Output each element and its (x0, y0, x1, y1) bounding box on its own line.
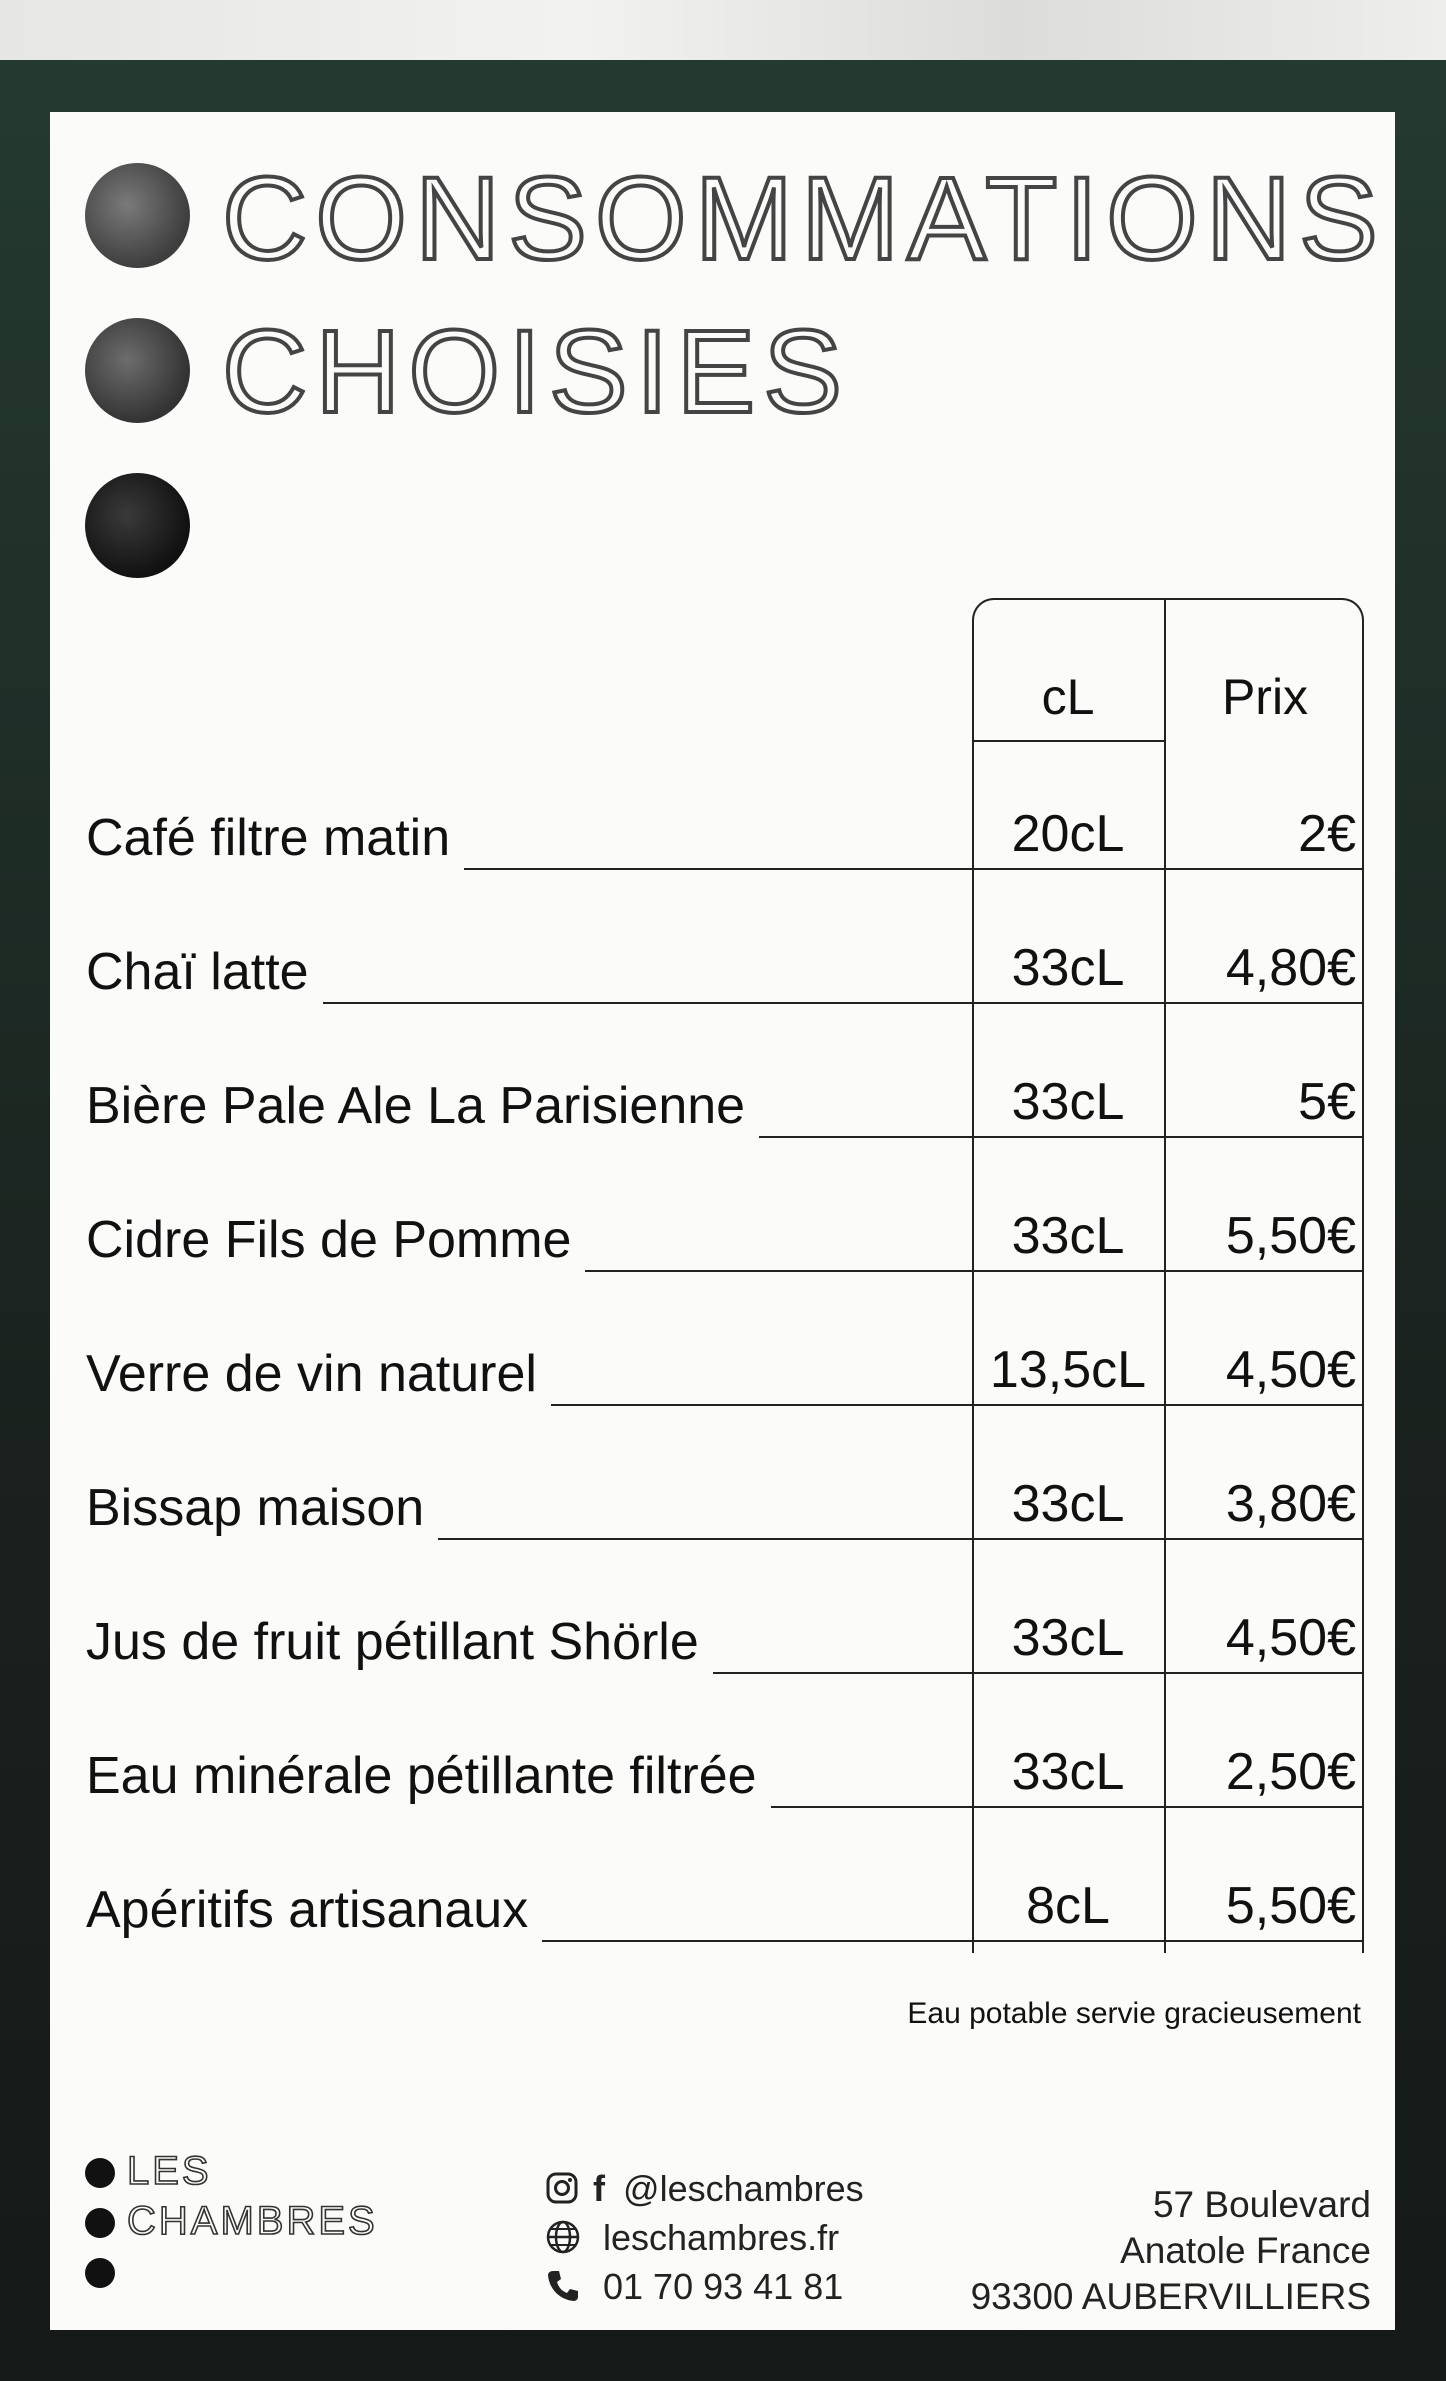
item-name: Café filtre matin (86, 809, 451, 867)
address-line3: 93300 AUBERVILLIERS (970, 2276, 1371, 2317)
leader-line (585, 1270, 1362, 1272)
instagram-icon (545, 2171, 579, 2205)
item-volume: 33cL (1011, 939, 1125, 997)
item-volume: 33cL (1011, 1207, 1125, 1265)
logo-text-line1: LES (127, 2149, 212, 2193)
address-block (971, 2182, 1371, 2320)
item-name: Jus de fruit pétillant Shörle (86, 1613, 699, 1671)
item-price: 2,50€ (1225, 1743, 1356, 1801)
item-price: 2€ (1298, 805, 1356, 863)
table-row (0, 1682, 1446, 1816)
page-title-line1: CONSOMMATIONS (222, 153, 1386, 285)
table-row (0, 1548, 1446, 1682)
decorative-dot-dark-grey (85, 318, 190, 423)
address-line1: 57 Boulevard (1152, 2184, 1371, 2225)
table-row (0, 1816, 1446, 1950)
table-row (0, 1414, 1446, 1548)
leader-line (542, 1940, 1362, 1942)
item-name: Cidre Fils de Pomme (86, 1211, 572, 1269)
social-row[interactable] (545, 2168, 864, 2214)
item-name: Chaï latte (86, 943, 309, 1001)
table-row (0, 878, 1446, 1012)
water-note: Eau potable servie gracieusement (907, 1997, 1361, 2030)
table-row (0, 744, 1446, 878)
column-header-volume: cL (1041, 669, 1095, 725)
logo-dot (85, 2208, 115, 2238)
item-volume: 8cL (1026, 1877, 1110, 1935)
item-volume: 33cL (1011, 1609, 1125, 1667)
facebook-icon: f (593, 2168, 606, 2209)
leader-line (713, 1672, 1362, 1674)
leader-line (323, 1002, 1362, 1004)
logo-dot (85, 2258, 115, 2288)
item-volume: 33cL (1011, 1475, 1125, 1533)
item-volume: 33cL (1011, 1743, 1125, 1801)
item-price: 5,50€ (1225, 1877, 1356, 1935)
item-volume: 13,5cL (989, 1341, 1147, 1399)
header-divider (972, 740, 1166, 742)
table-row (0, 1012, 1446, 1146)
item-price: 4,50€ (1225, 1609, 1356, 1667)
item-volume: 20cL (1011, 805, 1125, 863)
website-row[interactable] (545, 2217, 839, 2263)
item-price: 4,50€ (1225, 1341, 1356, 1399)
item-price: 4,80€ (1225, 939, 1356, 997)
leader-line (464, 868, 1362, 870)
phone-row[interactable] (545, 2266, 843, 2312)
globe-icon (545, 2219, 581, 2255)
decorative-dot-black (85, 473, 190, 578)
table-row (0, 1280, 1446, 1414)
leader-line (438, 1538, 1362, 1540)
leader-line (551, 1404, 1362, 1406)
leader-line (759, 1136, 1362, 1138)
decorative-dot-grey (85, 163, 190, 268)
item-name: Apéritifs artisanaux (86, 1881, 529, 1939)
table-row (0, 1146, 1446, 1280)
item-price: 3,80€ (1225, 1475, 1356, 1533)
address-line2: Anatole France (1120, 2230, 1371, 2271)
item-name: Bissap maison (86, 1479, 425, 1537)
item-price: 5€ (1298, 1073, 1356, 1131)
phone-number: 01 70 93 41 81 (603, 2266, 844, 2307)
item-name: Verre de vin naturel (86, 1345, 537, 1403)
leader-line (771, 1806, 1362, 1808)
phone-icon (545, 2268, 581, 2304)
column-header-price: Prix (1221, 669, 1309, 725)
social-handle: @leschambres (623, 2168, 864, 2209)
item-volume: 33cL (1011, 1073, 1125, 1131)
logo-dot (85, 2158, 115, 2188)
item-name: Eau minérale pétillante filtrée (86, 1747, 757, 1805)
item-price: 5,50€ (1225, 1207, 1356, 1265)
item-name: Bière Pale Ale La Parisienne (86, 1077, 746, 1135)
website-link: leschambres.fr (603, 2217, 840, 2258)
logo-text-line2: CHAMBRES (127, 2199, 378, 2243)
page-title-line2: CHOISIES (222, 306, 850, 438)
